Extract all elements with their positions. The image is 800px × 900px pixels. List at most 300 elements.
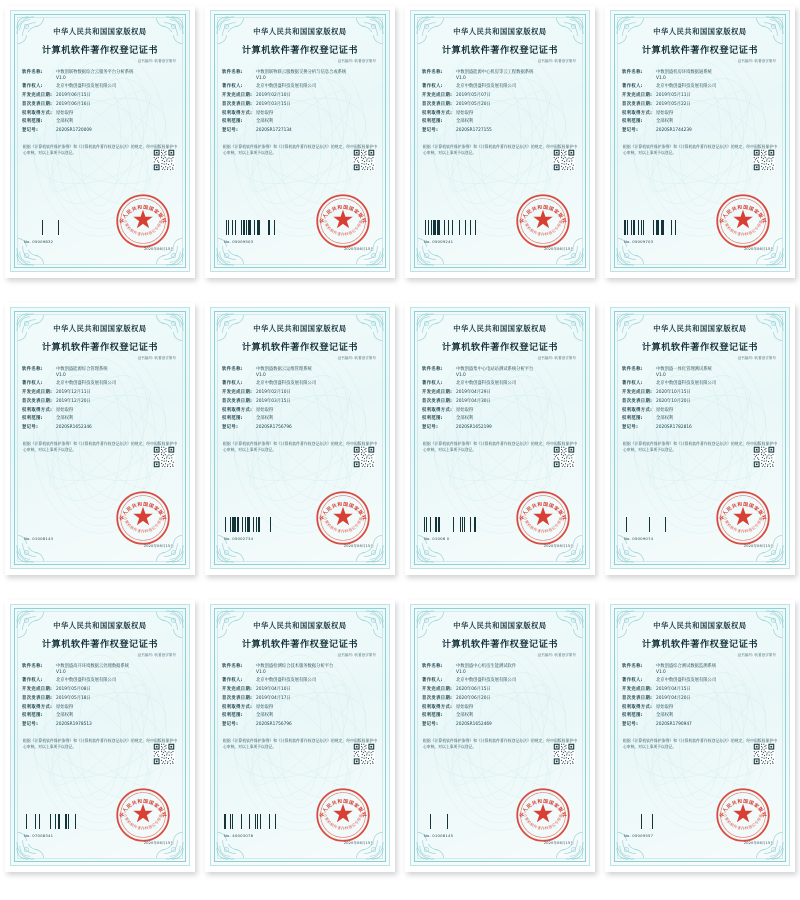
certificate-card[interactable] <box>605 303 795 575</box>
qr-code-icon[interactable] <box>553 446 575 468</box>
certificate-title: 计算机软件著作权登记证书 <box>641 639 759 650</box>
field-value: 2020SR1727134 <box>256 128 292 134</box>
field-value: 原始取得 <box>256 704 274 710</box>
field-value: 原始取得 <box>656 407 674 413</box>
field-software-name <box>22 70 178 81</box>
field-value: 中数创盛机房环境数据通系统 V1.0 <box>656 70 778 81</box>
field-publish-date <box>622 696 778 702</box>
certificate-subnote: 证书编号: 软著登字第号 <box>337 653 376 657</box>
field-label: 登记号: <box>422 722 439 728</box>
field-rights-range <box>422 713 578 719</box>
barcode-icon <box>224 517 276 532</box>
certificate-body <box>10 307 190 569</box>
field-dev-date <box>422 390 578 396</box>
field-value: 北京中数创盛科技发展有限公司 <box>456 84 517 90</box>
seal-issue-date: 2020年06月15日 <box>343 247 374 251</box>
certificate-fields <box>222 367 378 434</box>
field-value: 2019年05月11日 <box>656 93 691 99</box>
certificate-title: 计算机软件著作权登记证书 <box>41 639 159 650</box>
issuer-authority: 中华人民共和国国家版权局 <box>453 324 547 333</box>
certificate-title: 计算机软件著作权登记证书 <box>641 45 759 56</box>
field-value: 北京中数创盛科技发展有限公司 <box>56 381 117 387</box>
field-value: 北京中数创盛科技发展有限公司 <box>656 84 717 90</box>
barcode-icon <box>424 517 476 532</box>
field-copyright-owner <box>622 84 778 90</box>
field-label: 权利范围: <box>222 416 243 422</box>
field-label: 开发完成日期: <box>222 93 253 99</box>
field-registration-number <box>222 722 378 728</box>
qr-code-icon[interactable] <box>353 446 375 468</box>
field-dev-date <box>22 687 178 693</box>
field-label: 著作权人: <box>422 84 443 90</box>
certificate-fields <box>22 664 178 731</box>
official-seal-icon <box>715 193 771 249</box>
field-dev-date <box>622 390 778 396</box>
legal-statement: 根据《计算机软件保护条例》和《计算机软件著作权登记办法》的规定，经中国版权保护中心审核，对以上事项予以登记。 <box>423 440 577 452</box>
certificate-subnote: 证书编号: 软著登字第号 <box>537 59 576 63</box>
certificate-card[interactable] <box>405 303 595 575</box>
field-label: 著作权人: <box>222 381 243 387</box>
field-rights-method <box>622 705 778 711</box>
official-seal-icon <box>515 193 571 249</box>
certificate-fields <box>622 664 778 731</box>
field-value: 全部权利 <box>56 713 74 719</box>
field-label: 权利取得方式: <box>22 704 53 710</box>
field-publish-date <box>22 399 178 405</box>
field-label: 首次发表日期: <box>422 398 453 404</box>
field-label: 软件名称: <box>622 367 643 372</box>
field-version: V1.0 <box>256 75 266 81</box>
certificate-card[interactable] <box>605 6 795 278</box>
field-value: 中数创联物联云服数据交换分析与信息合成系统 V1.0 <box>256 70 378 81</box>
field-value: 2020SR1652199 <box>456 425 492 431</box>
field-label: 首次发表日期: <box>22 398 53 404</box>
field-version: V1.0 <box>656 669 666 675</box>
field-label: 首次发表日期: <box>422 695 453 701</box>
legal-statement: 根据《计算机软件保护条例》和《计算机软件著作权登记办法》的规定，经中国版权保护中心审核，对以上事项予以登记。 <box>623 440 777 452</box>
field-version: V1.0 <box>456 669 466 675</box>
field-publish-date <box>622 399 778 405</box>
field-rights-method <box>422 111 578 117</box>
field-label: 软件名称: <box>422 664 443 669</box>
field-label: 软件名称: <box>222 664 243 669</box>
field-value: 2020SR1756796 <box>256 722 292 728</box>
field-value: 2020年10月20日 <box>656 398 691 404</box>
seal-issue-date: 2020年06月15日 <box>743 247 774 251</box>
field-publish-date <box>422 696 578 702</box>
field-label: 首次发表日期: <box>22 695 53 701</box>
certificate-title: 计算机软件著作权登记证书 <box>241 342 359 353</box>
field-registration-number <box>22 128 178 134</box>
field-publish-date <box>22 696 178 702</box>
certificate-serial-number: No. 05009832 <box>24 239 54 244</box>
official-seal-icon <box>315 787 371 843</box>
field-version: V1.0 <box>456 75 466 81</box>
field-value: 全部权利 <box>56 119 74 125</box>
field-value: 北京中数创盛科技发展有限公司 <box>56 678 117 684</box>
field-software-name <box>422 664 578 675</box>
field-value: 2019年05月20日 <box>456 101 491 107</box>
official-seal-icon <box>715 490 771 546</box>
issuer-authority: 中华人民共和国国家版权局 <box>53 324 147 333</box>
field-label: 权利范围: <box>22 713 43 719</box>
field-version: V1.0 <box>656 75 666 81</box>
field-label: 软件名称: <box>622 664 643 669</box>
certificate-card[interactable] <box>5 6 195 278</box>
certificate-card[interactable] <box>205 303 395 575</box>
qr-code-icon[interactable] <box>753 149 775 171</box>
legal-statement: 根据《计算机软件保护条例》和《计算机软件著作权登记办法》的规定，经中国版权保护中心审核，对以上事项予以登记。 <box>423 737 577 749</box>
legal-statement: 根据《计算机软件保护条例》和《计算机软件著作权登记办法》的规定，经中国版权保护中心审核，对以上事项予以登记。 <box>223 143 377 155</box>
field-rights-range <box>422 119 578 125</box>
field-dev-date <box>222 390 378 396</box>
field-dev-date <box>222 687 378 693</box>
field-copyright-owner <box>22 381 178 387</box>
certificate-body <box>210 307 390 569</box>
certificate-fields <box>622 70 778 137</box>
field-value: 2020SR1756796 <box>256 425 292 431</box>
field-software-name <box>422 367 578 378</box>
field-value: 2019年03月15日 <box>256 101 291 107</box>
field-value: 中数创盛能源中心机房等云工程数据系统 V1.0 <box>456 70 578 81</box>
qr-code-icon[interactable] <box>553 743 575 765</box>
field-label: 权利取得方式: <box>222 407 253 413</box>
field-value: 2020SR1652346 <box>56 425 92 431</box>
field-rights-range <box>22 416 178 422</box>
barcode-icon <box>24 220 76 235</box>
field-value: 2019年04月17日 <box>256 695 291 701</box>
field-value: 原始取得 <box>56 407 74 413</box>
certificate-serial-number: No. 07008341 <box>24 833 54 838</box>
certificate-title: 计算机软件著作权登记证书 <box>41 45 159 56</box>
field-value: 2019年02月10日 <box>256 390 291 396</box>
field-version: V1.0 <box>56 372 66 378</box>
field-publish-date <box>22 102 178 108</box>
issuer-authority: 中华人民共和国国家版权局 <box>253 27 347 36</box>
certificate-subnote: 证书编号: 软著登字第号 <box>537 356 576 360</box>
field-version: V1.0 <box>656 372 666 378</box>
field-registration-number <box>622 128 778 134</box>
field-value: 中数创盛数据云运维管理系统 V1.0 <box>256 367 378 378</box>
field-value: 2019年05月08日 <box>56 687 91 693</box>
certificate-card[interactable] <box>5 600 195 872</box>
issuer-authority: 中华人民共和国国家版权局 <box>653 324 747 333</box>
field-software-name <box>422 70 578 81</box>
field-value: 原始取得 <box>456 704 474 710</box>
field-value: 北京中数创盛科技发展有限公司 <box>456 678 517 684</box>
field-value: 北京中数创盛科技发展有限公司 <box>256 84 317 90</box>
field-value: 2020SR1727155 <box>456 128 492 134</box>
certificate-serial-number: No. 05009241 <box>424 239 454 244</box>
certificate-fields <box>222 664 378 731</box>
certificate-card[interactable] <box>205 6 395 278</box>
certificate-body <box>210 604 390 866</box>
field-label: 登记号: <box>622 128 639 134</box>
field-value: 2019年04月29日 <box>456 390 491 396</box>
certificate-subnote: 证书编号: 软著登字第号 <box>737 59 776 63</box>
field-dev-date <box>422 93 578 99</box>
field-label: 软件名称: <box>422 367 443 372</box>
official-seal-icon <box>115 787 171 843</box>
certificate-card[interactable] <box>405 600 595 872</box>
field-label: 登记号: <box>22 722 39 728</box>
certificate-fields <box>622 367 778 434</box>
field-label: 登记号: <box>22 128 39 134</box>
field-registration-number <box>422 722 578 728</box>
official-seal-icon <box>315 490 371 546</box>
field-rights-method <box>622 408 778 414</box>
field-value: 2020SR1978513 <box>56 722 92 728</box>
field-label: 开发完成日期: <box>622 93 653 99</box>
field-rights-method <box>422 408 578 414</box>
certificate-body <box>210 10 390 272</box>
field-value: 全部权利 <box>456 119 474 125</box>
qr-code-icon[interactable] <box>153 149 175 171</box>
qr-code-icon[interactable] <box>353 743 375 765</box>
field-registration-number <box>222 425 378 431</box>
official-seal-icon <box>115 193 171 249</box>
field-label: 软件名称: <box>22 70 43 75</box>
certificate-card[interactable] <box>205 600 395 872</box>
issuer-authority: 中华人民共和国国家版权局 <box>253 621 347 630</box>
field-value: 中数创盛集中心电站站测试系统分析平台 V1.0 <box>456 367 578 378</box>
field-version: V1.0 <box>456 372 466 378</box>
field-label: 权利取得方式: <box>22 110 53 116</box>
field-registration-number <box>622 425 778 431</box>
field-value: 全部权利 <box>656 119 674 125</box>
field-rights-range <box>622 119 778 125</box>
field-label: 权利取得方式: <box>622 704 653 710</box>
field-label: 首次发表日期: <box>222 398 253 404</box>
barcode-icon <box>224 814 276 829</box>
field-value: 全部权利 <box>456 416 474 422</box>
field-value: 2019年04月20日 <box>656 695 691 701</box>
field-value: 中数创盛中心机房生能测试软件 V1.0 <box>456 664 578 675</box>
field-label: 权利范围: <box>222 119 243 125</box>
certificate-card[interactable] <box>605 600 795 872</box>
field-label: 软件名称: <box>22 367 43 372</box>
field-registration-number <box>22 722 178 728</box>
certificate-serial-number: No. 40003078 <box>224 833 254 838</box>
field-value: 2020SR1782816 <box>656 425 692 431</box>
field-rights-method <box>422 705 578 711</box>
field-rights-range <box>222 713 378 719</box>
certificate-title: 计算机软件著作权登记证书 <box>441 45 559 56</box>
field-label: 权利取得方式: <box>422 704 453 710</box>
field-rights-method <box>22 408 178 414</box>
certificate-serial-number: No. 05009557 <box>624 833 654 838</box>
issuer-authority: 中华人民共和国国家版权局 <box>253 324 347 333</box>
field-rights-range <box>22 119 178 125</box>
qr-code-icon[interactable] <box>153 446 175 468</box>
certificate-serial-number: No. 05009503 <box>224 239 254 244</box>
qr-code-icon[interactable] <box>553 149 575 171</box>
legal-statement: 根据《计算机软件保护条例》和《计算机软件著作权登记办法》的规定，经中国版权保护中心审核，对以上事项予以登记。 <box>623 737 777 749</box>
field-value: 2020年06月15日 <box>456 687 491 693</box>
legal-statement: 根据《计算机软件保护条例》和《计算机软件著作权登记办法》的规定，经中国版权保护中心审核，对以上事项予以登记。 <box>23 440 177 452</box>
field-rights-range <box>222 119 378 125</box>
field-copyright-owner <box>422 84 578 90</box>
seal-issue-date: 2020年06月15日 <box>743 841 774 845</box>
field-label: 权利取得方式: <box>22 407 53 413</box>
field-registration-number <box>622 722 778 728</box>
field-label: 著作权人: <box>222 678 243 684</box>
qr-code-icon[interactable] <box>753 446 775 468</box>
field-label: 软件名称: <box>22 664 43 669</box>
field-value: 原始取得 <box>656 704 674 710</box>
certificate-serial-number: No. 05002734 <box>224 536 254 541</box>
field-rights-range <box>622 416 778 422</box>
field-label: 登记号: <box>422 128 439 134</box>
certificate-body <box>610 604 790 866</box>
qr-code-icon[interactable] <box>153 743 175 765</box>
field-label: 登记号: <box>22 425 39 431</box>
field-copyright-owner <box>222 678 378 684</box>
field-label: 开发完成日期: <box>622 687 653 693</box>
field-value: 2019年04月15日 <box>656 687 691 693</box>
field-software-name <box>222 664 378 675</box>
field-value: 2019年05月18日 <box>56 695 91 701</box>
field-value: 北京中数创盛科技发展有限公司 <box>56 84 117 90</box>
certificate-title: 计算机软件著作权登记证书 <box>241 45 359 56</box>
certificate-subnote: 证书编号: 软著登字第号 <box>137 59 176 63</box>
field-label: 登记号: <box>222 425 239 431</box>
field-label: 权利取得方式: <box>222 110 253 116</box>
certificate-card[interactable] <box>405 6 595 278</box>
field-value: 2020SR1744239 <box>656 128 692 134</box>
field-value: 原始取得 <box>656 110 674 116</box>
certificate-subnote: 证书编号: 软著登字第号 <box>737 653 776 657</box>
field-label: 著作权人: <box>422 678 443 684</box>
seal-issue-date: 2020年06月15日 <box>543 544 574 548</box>
legal-statement: 根据《计算机软件保护条例》和《计算机软件著作权登记办法》的规定，经中国版权保护中心审核，对以上事项予以登记。 <box>423 143 577 155</box>
field-label: 权利范围: <box>622 416 643 422</box>
field-value: 原始取得 <box>256 110 274 116</box>
legal-statement: 根据《计算机软件保护条例》和《计算机软件著作权登记办法》的规定，经中国版权保护中心审核，对以上事项予以登记。 <box>623 143 777 155</box>
field-value: 2019年04月30日 <box>456 398 491 404</box>
field-software-name <box>222 70 378 81</box>
field-label: 著作权人: <box>22 678 43 684</box>
field-publish-date <box>422 399 578 405</box>
field-label: 权利范围: <box>222 713 243 719</box>
seal-issue-date: 2020年06月15日 <box>143 247 174 251</box>
field-label: 首次发表日期: <box>22 101 53 107</box>
field-rights-method <box>22 111 178 117</box>
field-publish-date <box>222 399 378 405</box>
field-value: 2019年05月07日 <box>456 93 491 99</box>
legal-statement: 根据《计算机软件保护条例》和《计算机软件著作权登记办法》的规定，经中国版权保护中心审核，对以上事项予以登记。 <box>223 737 377 749</box>
field-value: 原始取得 <box>56 110 74 116</box>
field-copyright-owner <box>422 381 578 387</box>
field-value: 2019年03月15日 <box>256 398 291 404</box>
field-value: 北京中数创盛科技发展有限公司 <box>256 381 317 387</box>
official-seal-icon <box>515 490 571 546</box>
field-label: 开发完成日期: <box>22 390 53 396</box>
field-rights-method <box>222 705 378 711</box>
field-rights-range <box>422 416 578 422</box>
certificate-serial-number: No. 01006 0 <box>424 536 450 541</box>
certificate-body <box>10 10 190 272</box>
seal-issue-date: 2020年06月15日 <box>543 247 574 251</box>
field-dev-date <box>22 93 178 99</box>
issuer-authority: 中华人民共和国国家版权局 <box>653 27 747 36</box>
certificate-card[interactable] <box>5 303 195 575</box>
certificate-fields <box>422 367 578 434</box>
barcode-icon <box>424 814 476 829</box>
seal-issue-date: 2020年06月15日 <box>143 841 174 845</box>
certificate-subnote: 证书编号: 软著登字第号 <box>337 356 376 360</box>
field-label: 著作权人: <box>622 381 643 387</box>
field-label: 登记号: <box>222 128 239 134</box>
field-publish-date <box>222 102 378 108</box>
certificate-subnote: 证书编号: 软著登字第号 <box>737 356 776 360</box>
certificate-body <box>10 604 190 866</box>
field-version: V1.0 <box>256 669 266 675</box>
field-value: 全部权利 <box>456 713 474 719</box>
field-value: 北京中数创盛科技发展有限公司 <box>656 678 717 684</box>
certificate-title: 计算机软件著作权登记证书 <box>241 639 359 650</box>
field-label: 登记号: <box>622 722 639 728</box>
field-label: 权利范围: <box>22 119 43 125</box>
field-rights-method <box>222 408 378 414</box>
certificate-subnote: 证书编号: 软著登字第号 <box>137 653 176 657</box>
field-value: 原始取得 <box>456 110 474 116</box>
certificate-body <box>410 604 590 866</box>
field-label: 登记号: <box>222 722 239 728</box>
issuer-authority: 中华人民共和国国家版权局 <box>453 27 547 36</box>
barcode-icon <box>224 220 276 235</box>
field-label: 著作权人: <box>22 84 43 90</box>
field-label: 权利取得方式: <box>422 110 453 116</box>
field-label: 首次发表日期: <box>622 695 653 701</box>
field-label: 开发完成日期: <box>222 687 253 693</box>
certificate-serial-number: No. 01008143 <box>24 536 54 541</box>
field-label: 权利范围: <box>622 119 643 125</box>
qr-code-icon[interactable] <box>353 149 375 171</box>
field-label: 开发完成日期: <box>222 390 253 396</box>
field-copyright-owner <box>222 84 378 90</box>
certificate-subnote: 证书编号: 软著登字第号 <box>537 653 576 657</box>
official-seal-icon <box>715 787 771 843</box>
field-value: 全部权利 <box>256 119 274 125</box>
field-copyright-owner <box>22 84 178 90</box>
field-label: 登记号: <box>422 425 439 431</box>
legal-statement: 根据《计算机软件保护条例》和《计算机软件著作权登记办法》的规定，经中国版权保护中心审核，对以上事项予以登记。 <box>223 440 377 452</box>
field-label: 权利范围: <box>22 416 43 422</box>
field-value: 2019年12月20日 <box>56 398 91 404</box>
field-rights-range <box>222 416 378 422</box>
field-label: 权利取得方式: <box>622 110 653 116</box>
field-label: 开发完成日期: <box>422 687 453 693</box>
field-label: 权利取得方式: <box>222 704 253 710</box>
qr-code-icon[interactable] <box>753 743 775 765</box>
field-label: 开发完成日期: <box>22 687 53 693</box>
certificate-body <box>610 307 790 569</box>
field-label: 权利范围: <box>422 713 443 719</box>
field-value: 全部权利 <box>256 416 274 422</box>
official-seal-icon <box>115 490 171 546</box>
seal-issue-date: 2020年06月15日 <box>743 544 774 548</box>
field-rights-range <box>22 713 178 719</box>
official-seal-icon <box>315 193 371 249</box>
field-value: 2019年05月22日 <box>656 101 691 107</box>
certificate-fields <box>422 70 578 137</box>
field-label: 首次发表日期: <box>622 101 653 107</box>
field-value: 2019年06月16日 <box>56 101 91 107</box>
field-software-name <box>22 367 178 378</box>
field-label: 著作权人: <box>22 381 43 387</box>
legal-statement: 根据《计算机软件保护条例》和《计算机软件著作权登记办法》的规定，经中国版权保护中心审核，对以上事项予以登记。 <box>23 143 177 155</box>
